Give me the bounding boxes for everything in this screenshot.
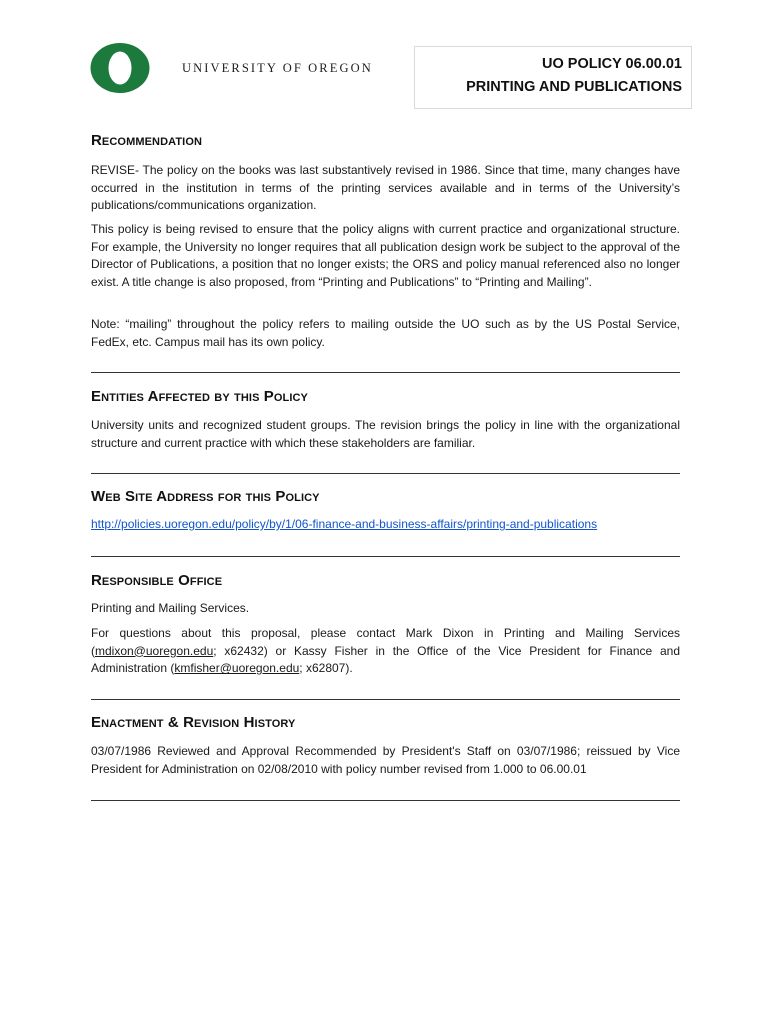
email-link-kmfisher[interactable]: kmfisher@uoregon.edu [174, 661, 300, 676]
entities-paragraph: University units and recognized student groups. The revision brings the policy in line with the organizational structure and current practice with which these stakeholders are familiar. [91, 418, 680, 450]
office-heading: Responsible Office [91, 572, 223, 589]
policy-url-link[interactable]: http://policies.uoregon.edu/policy/by/1/06-finance-and-business-affairs/printing-and-publications [91, 517, 598, 531]
section-divider [91, 800, 680, 801]
office-text-b: ; x62432) or Kassy Fisher in the Office of the Vice President for Finance and Administration ( [91, 643, 680, 676]
section-divider [91, 699, 680, 700]
recommendation-paragraph-3: Note: “mailing” throughout the policy refers to mailing outside the UO such as by the US Postal Service, FedEx, etc. Campus mail has its own policy. [91, 317, 680, 349]
section-divider [91, 556, 680, 557]
office-text-a: For questions about this proposal, please contact Mark Dixon in Printing and Mailing Services ( [91, 626, 680, 658]
recommendation-heading: Recommendation [91, 132, 203, 149]
section-divider [91, 372, 680, 373]
recommendation-paragraph-2: This policy is being revised to ensure that the policy aligns with current practice and organizational structure. For example, the University no longer requires that all publication design work be subject to the approval of the Director of Publications, a position that no longer exists; the ORS and policy manual referenced also no longer exist. A title change is also proposed, from “Printing and Publications” to “Printing and Mailing”. [91, 222, 680, 289]
policy-title-box [414, 46, 692, 109]
office-paragraph-1: Printing and Mailing Services. [91, 601, 250, 615]
history-heading: Enactment & Revision History [91, 714, 296, 731]
uo-o-logo-icon [89, 42, 151, 94]
website-paragraph [91, 516, 680, 534]
email-link-mdixon[interactable]: mdixon@uoregon.edu [95, 643, 214, 658]
policy-number: UO POLICY 06.00.01 [542, 56, 682, 72]
office-paragraph-2 [91, 625, 680, 678]
office-text-c: ; x62807). [299, 661, 353, 676]
policy-title: PRINTING AND PUBLICATIONS [466, 79, 682, 95]
university-wordmark: UNIVERSITY OF OREGON [182, 61, 373, 75]
recommendation-paragraph-1: REVISE- The policy on the books was last substantively revised in 1986. Since that time, many changes have occurred in the institution in terms of the printing services available and in terms of the University’s publications/communications organization. [91, 163, 680, 213]
history-paragraph: 03/07/1986 Reviewed and Approval Recommended by President's Staff on 03/07/1986; reissued by Vice President for Administration on 02/08/2010 with policy number revised from 1.000 to 06.00.01 [91, 744, 680, 776]
website-heading: Web Site Address for this Policy [91, 488, 320, 505]
entities-heading: Entities Affected by this Policy [91, 388, 308, 405]
section-divider [91, 473, 680, 474]
